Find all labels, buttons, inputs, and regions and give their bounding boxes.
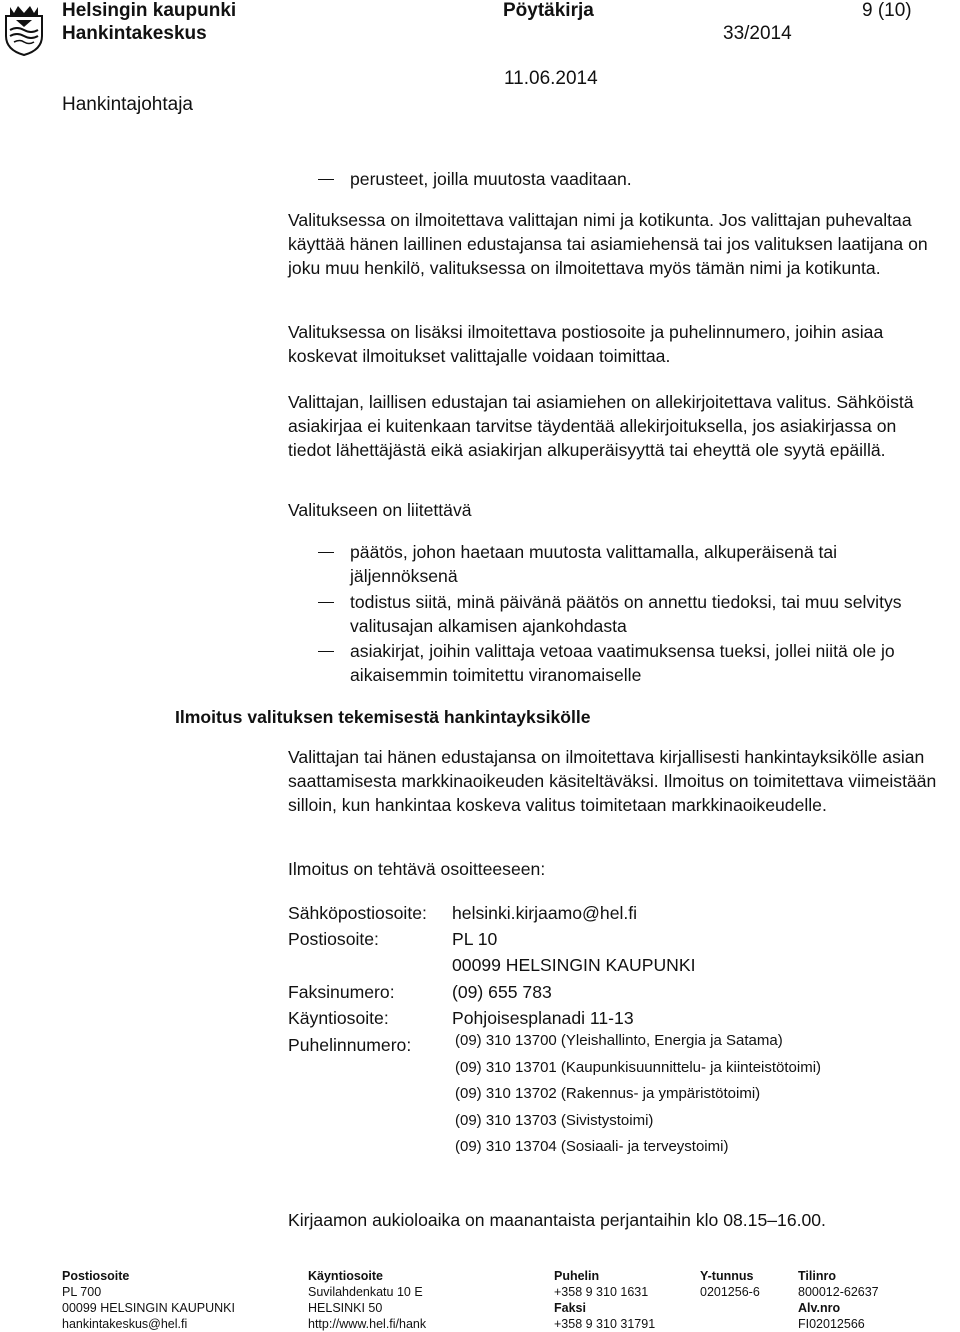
paragraph-notice-requirement: Valittajan tai hänen edustajansa on ilmoitettava kirjallisesti hankintayksikölle asian saattamisesta markkinaoikeuden käsiteltäväksi. Ilmoitus on toimitettava viimeistään silloin, kun hankintaa koskeva valitus toimitetaan markkinaoikeudelle.: [288, 747, 937, 815]
list-item: asiakirjat, joihin valittaja vetoaa vaatimuksensa tueksi, jollei niitä ole jo aikaisemmin toimitettu viranomaiselle: [350, 641, 895, 685]
footer-visit-heading: Käyntiosoite: [308, 1269, 384, 1283]
phone-number: (09) 310 13700 (Yleishallinto, Energia ja Satama): [455, 1032, 783, 1049]
visit-label: Käyntiosoite:: [288, 1008, 389, 1028]
footer-website: http://www.hel.fi/hank: [308, 1317, 427, 1331]
footer-phone: +358 9 310 1631: [554, 1285, 649, 1299]
footer-col-account: [798, 1268, 879, 1332]
paragraph-address-intro: Ilmoitus on tehtävä osoitteeseen:: [288, 859, 546, 879]
document-date: 11.06.2014: [504, 68, 598, 89]
document-type: Pöytäkirja: [503, 0, 594, 21]
list-item: päätös, johon haetaan muutosta valittamalla, alkuperäisenä tai jäljennöksenä: [350, 542, 838, 586]
footer-col-business-id: [700, 1268, 760, 1300]
city-crest-logo: [2, 2, 46, 56]
dash-bullet: [318, 552, 334, 553]
footer-fax: +358 9 310 31791: [554, 1317, 656, 1331]
footer-postal-line: 00099 HELSINGIN KAUPUNKI: [62, 1301, 235, 1315]
unit-name: Hankintakeskus: [62, 23, 207, 44]
list-item: todistus siitä, minä päivänä päätös on annettu tiedoksi, tai muu selvitys valitusajan alkamisen ajankohdasta: [350, 592, 902, 636]
footer-fax-heading: Faksi: [554, 1301, 586, 1315]
postal-label: Postiosoite:: [288, 929, 379, 949]
phone-number: (09) 310 13701 (Kaupunkisuunnittelu- ja kiinteistötoimi): [455, 1059, 822, 1076]
footer-visit-line: HELSINKI 50: [308, 1301, 383, 1315]
paragraph-appellant-identity: Valituksessa on ilmoitettava valittajan nimi ja kotikunta. Jos valittajan puhevaltaa käyttää hänen laillinen edustajansa tai asiamiehensä tai jos valituksen laatijana on joku muu henkilö, valituksessa on ilmoitettava myös tämän nimi ja kotikunta.: [288, 210, 928, 278]
footer-business-id-heading: Y-tunnus: [700, 1269, 754, 1283]
fax-value: (09) 655 783: [452, 982, 552, 1002]
org-name: Helsingin kaupunki: [62, 0, 237, 21]
list-item: perusteet, joilla muutosta vaaditaan.: [350, 169, 632, 189]
email-label: Sähköpostiosoite:: [288, 903, 427, 923]
visit-value: Pohjoisesplanadi 11-13: [452, 1008, 634, 1028]
phone-number: (09) 310 13703 (Sivistystoimi): [455, 1112, 654, 1129]
footer-visit-line: Suvilahdenkatu 10 E: [308, 1285, 423, 1299]
section-heading: Ilmoitus valituksen tekemisestä hankintayksikölle: [175, 707, 591, 727]
paragraph-attachments-intro: Valitukseen on liitettävä: [288, 500, 472, 520]
decision-maker-role: Hankintajohtaja: [62, 94, 193, 115]
footer-vat: FI02012566: [798, 1317, 865, 1331]
paragraph-opening-hours: Kirjaamon aukioloaika on maanantaista perjantaihin klo 08.15–16.00.: [288, 1210, 826, 1230]
footer-postal-line: PL 700: [62, 1285, 102, 1299]
footer-vat-heading: Alv.nro: [798, 1301, 841, 1315]
document-number: 33/2014: [723, 23, 792, 44]
paragraph-contact-details: Valituksessa on lisäksi ilmoitettava postiosoite ja puhelinnumero, joihin asiaa koskevat ilmoitukset valittajalle voidaan toimittaa.: [288, 322, 884, 366]
footer-col-postal: [62, 1268, 235, 1332]
postal-line-2: 00099 HELSINGIN KAUPUNKI: [452, 955, 696, 975]
footer-col-phone: [554, 1268, 655, 1332]
phone-label: Puhelinnumero:: [288, 1035, 412, 1055]
phone-number: (09) 310 13702 (Rakennus- ja ympäristötoimi): [455, 1085, 761, 1102]
phone-number: (09) 310 13704 (Sosiaali- ja terveystoimi): [455, 1138, 729, 1155]
footer-email: hankintakeskus@hel.fi: [62, 1317, 188, 1331]
footer-business-id: 0201256-6: [700, 1285, 760, 1299]
email-value: helsinki.kirjaamo@hel.fi: [452, 903, 638, 923]
fax-label: Faksinumero:: [288, 982, 395, 1002]
dash-bullet: [318, 602, 334, 603]
page-number: 9 (10): [862, 0, 912, 21]
dash-bullet: [318, 651, 334, 652]
dash-bullet: [318, 179, 334, 180]
footer-account-heading: Tilinro: [798, 1269, 836, 1283]
footer-postal-heading: Postiosoite: [62, 1269, 130, 1283]
footer-phone-heading: Puhelin: [554, 1269, 600, 1283]
paragraph-signature: Valittajan, laillisen edustajan tai asiamiehen on allekirjoitettava valitus. Sähköistä asiakirjaa ei kuitenkaan tarvitse täydentää allekirjoituksella, jos asiakirjassa on tiedot lähettäjästä eikä asiakirjan alkuperäisyyttä tai eheyttä ole syytä epäillä.: [288, 392, 914, 460]
footer-account: 800012-62637: [798, 1285, 879, 1299]
footer-col-visit: [308, 1268, 426, 1332]
postal-line-1: PL 10: [452, 929, 498, 949]
